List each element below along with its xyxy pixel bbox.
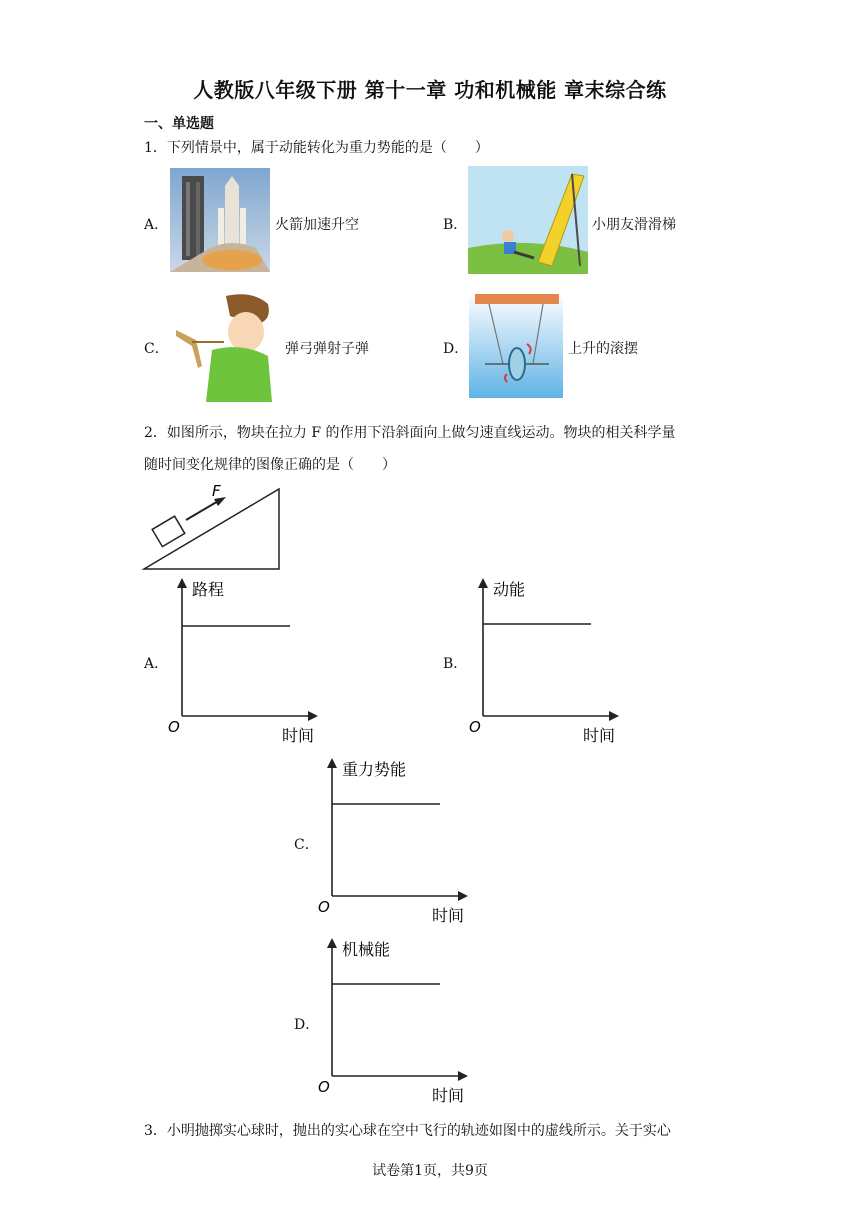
graph-a-ylabel: 路程 [192, 580, 225, 599]
graph-c [316, 756, 476, 926]
question-2-stem-line2: 随时间变化规律的图像正确的是（ ） [144, 457, 396, 473]
graph-d [316, 936, 476, 1106]
force-label: F [212, 482, 221, 500]
x-axis-arrow [458, 891, 468, 901]
graph-d-ylabel: 机械能 [342, 940, 391, 959]
graph-b [467, 576, 627, 746]
question-1-stem: 1．下列情景中，属于动能转化为重力势能的是（ ） [144, 140, 489, 156]
graph-a-origin: O [168, 718, 180, 736]
graph-d-origin: O [318, 1078, 330, 1096]
incline-block [152, 516, 185, 546]
q1-option-a-letter: A． [144, 217, 169, 233]
question-3-stem: 3．小明抛掷实心球时，抛出的实心球在空中飞行的轨迹如图中的虚线所示。关于实心 [144, 1123, 671, 1139]
q1-option-c-letter: C． [144, 341, 169, 357]
y-axis-arrow [327, 938, 337, 948]
q2-option-d-letter: D． [294, 1017, 320, 1033]
pendulum-wheel-image [469, 292, 563, 398]
graph-b-origin: O [469, 718, 481, 736]
x-axis-arrow [308, 711, 318, 721]
q2-option-b-letter: B． [443, 656, 468, 672]
graph-c-ylabel: 重力势能 [342, 760, 407, 779]
y-axis-arrow [327, 758, 337, 768]
x-axis-arrow [458, 1071, 468, 1081]
q1-option-d-caption: 上升的滚摆 [568, 341, 638, 357]
y-axis-arrow [478, 578, 488, 588]
rocket-launch-image [170, 168, 270, 272]
slide-child-image [468, 166, 588, 274]
q1-option-b-letter: B． [443, 217, 468, 233]
q1-option-c-caption: 弹弓弹射子弹 [285, 341, 369, 357]
q2-option-a-letter: A． [144, 656, 169, 672]
y-axis-arrow [177, 578, 187, 588]
graph-c-xlabel: 时间 [432, 906, 465, 925]
q1-option-b-caption: 小朋友滑滑梯 [592, 217, 676, 233]
page-footer: 试卷第1页，共9页 [372, 1163, 488, 1179]
section-heading: 一、单选题 [144, 116, 214, 132]
q1-option-a-caption: 火箭加速升空 [275, 217, 359, 233]
graph-a-xlabel: 时间 [282, 726, 315, 745]
question-2-stem-line1: 2．如图所示，物块在拉力 F 的作用下沿斜面向上做匀速直线运动。物块的相关科学量 [144, 425, 676, 441]
q1-option-d-letter: D． [443, 341, 469, 357]
page-title: 人教版八年级下册 第十一章 功和机械能 章末综合练 [193, 78, 667, 102]
graph-b-xlabel: 时间 [583, 726, 616, 745]
graph-c-origin: O [318, 898, 330, 916]
q2-option-c-letter: C． [294, 837, 319, 853]
graph-a [166, 576, 326, 746]
graph-d-xlabel: 时间 [432, 1086, 465, 1105]
incline-figure [140, 480, 286, 574]
slingshot-boy-image [172, 290, 278, 402]
graph-b-ylabel: 动能 [493, 580, 526, 599]
force-arrow-line [186, 500, 220, 520]
x-axis-arrow [609, 711, 619, 721]
